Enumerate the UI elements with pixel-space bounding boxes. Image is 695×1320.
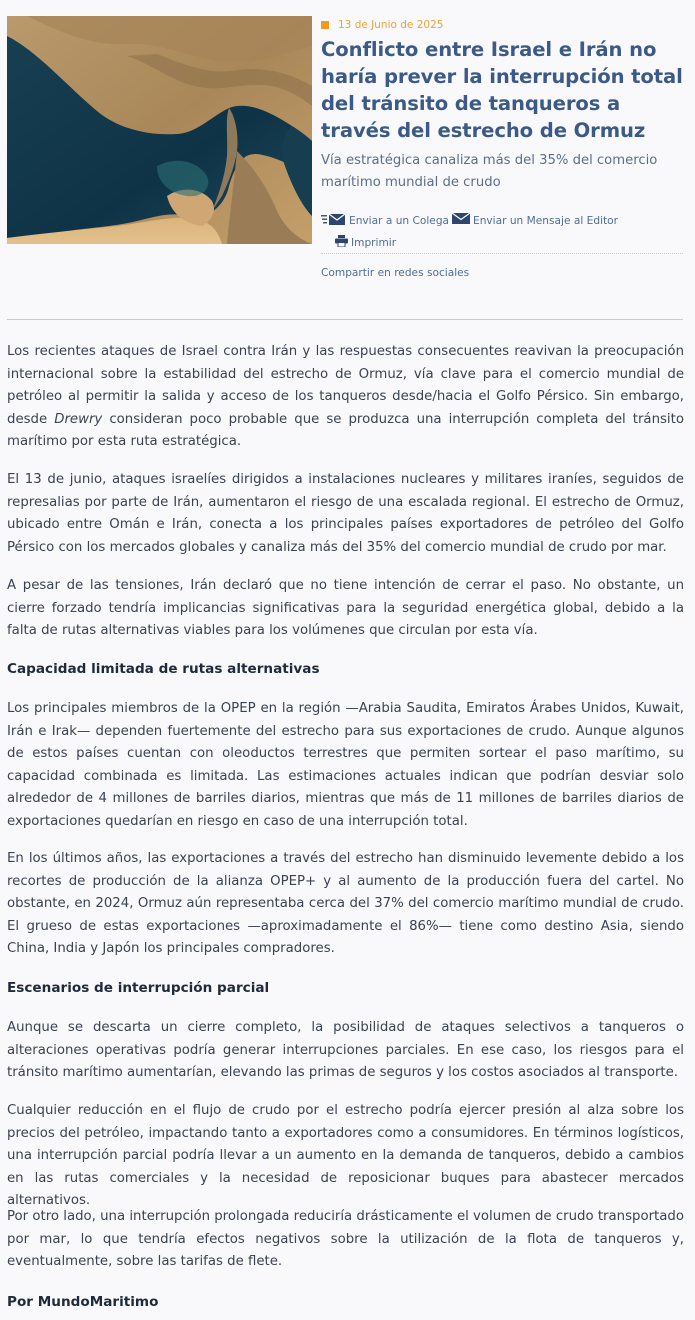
satellite-image-strait-of-hormuz (7, 16, 312, 244)
drewry-emphasis: Drewry (54, 411, 103, 427)
send-to-colleague-link[interactable] (321, 213, 449, 228)
article-title: Conflicto entre Israel e Irán no haría prever la interrupción total del tránsito de tanqueros a través del estrecho de Ormuz (321, 38, 683, 142)
article-date-text: 13 de Junio de 2025 (338, 19, 444, 31)
paragraph-4: Los principales miembros de la OPEP en la región —Arabia Saudita, Emiratos Árabes Unidos, Kuwait, Irán e Irak— dependen fuertemente del estrecho para sus exportaciones de crudo. Aunque algunos de estos países cuentan con oleoductos terrestres que permiten sortear el paso marítimo, su capacidad combinada es limitada. Las estimaciones actuales indican que podrían desviar solo alrededor de 4 millones de barriles diarios, mientras que más de 11 millones de barriles diarios de exportaciones quedarían en riesgo en caso de una interrupción total. (7, 701, 684, 829)
section-heading-partial-interruption: Escenarios de interrupción parcial (7, 980, 270, 996)
printer-icon (335, 235, 348, 250)
send-to-editor-label: Enviar un Mensaje al Editor (473, 214, 618, 227)
article-subtitle: Vía estratégica canaliza más del 35% del comercio marítimo mundial de crudo (321, 153, 658, 190)
paragraph-8: Por otro lado, una interrupción prolongada reduciría drásticamente el volumen de crudo transportado por mar, lo que tendría efectos negativos sobre la utilización de la flota de tanqueros y, eventualmente, sobre las tarifas de flete. (7, 1209, 684, 1270)
print-label: Imprimir (351, 236, 397, 249)
paragraph-1-part-b: consideran poco probable que se produzca una interrupción completa del tránsito marítimo por esta ruta estratégica. (7, 411, 684, 450)
paragraph-3: A pesar de las tensiones, Irán declaró que no tiene intención de cerrar el paso. No obstante, un cierre forzado tendría implicancias significativas para la seguridad energética global, debido a la falta de rutas alternativas viables para los volúmenes que circulan por esta vía. (7, 578, 684, 639)
paragraph-1-part-a: Los recientes ataques de Israel contra Irán y las respuestas consecuentes reavivan la preocupación internacional sobre la estabilidad del estrecho de Ormuz, vía clave para el comercio mundial de petróleo al permitir la salida y acceso de los tanqueros desde/hacia el Golfo Pérsico. Sin embargo, desde (7, 344, 684, 427)
date-bullet-icon (321, 21, 329, 29)
paragraph-7: Cualquier reducción en el flujo de crudo por el estrecho podría ejercer presión al alza sobre los precios del petróleo, impactando tanto a exportadores como a consumidores. En términos logísticos, una interrupción parcial podría llevar a un aumento en la demanda de tanqueros, debido a cambios en las rutas comerciales y la necesidad de reposicionar buques para abastecer mercados alternativos. (7, 1103, 684, 1209)
forward-mail-icon (321, 213, 346, 228)
send-to-editor-link[interactable] (452, 213, 618, 228)
article-date (321, 18, 687, 32)
header-divider (7, 319, 683, 320)
paragraph-2: El 13 de junio, ataques israelíes dirigidos a instalaciones nucleares y militares iraníes, seguidos de represalias por parte de Irán, aumentaron el riesgo de una escalada regional. El estrecho de Ormuz, ubicado entre Omán e Irán, conecta a los principales países exportadores de petróleo del Golfo Pérsico con los mercados globales y canaliza más del 35% del comercio mundial de crudo por mar. (7, 472, 684, 555)
paragraph-5: En los últimos años, las exportaciones a través del estrecho han disminuido levemente debido a los recortes de producción de la alianza OPEP+ y al aumento de la producción fuera del cartel. No obstante, en 2024, Ormuz aún representaba cerca del 37% del comercio marítimo mundial de crudo. El grueso de estas exportaciones —aproximadamente el 86%— tiene como destino Asia, siendo China, India y Japón los principales compradores. (7, 851, 684, 957)
share-divider (321, 253, 683, 254)
share-social-link[interactable]: Compartir en redes sociales (321, 267, 470, 279)
mail-icon (452, 213, 470, 228)
print-link[interactable] (335, 235, 396, 250)
article-byline: Por MundoMaritimo (7, 1294, 159, 1310)
paragraph-1 (7, 341, 684, 454)
section-heading-alternative-routes: Capacidad limitada de rutas alternativas (7, 661, 320, 677)
paragraph-6: Aunque se descarta un cierre completo, la posibilidad de ataques selectivos a tanqueros o alteraciones operativas podría generar interrupciones parciales. En ese caso, los riesgos para el tránsito marítimo aumentarían, elevando las primas de seguros y los costos asociados al transporte. (7, 1020, 684, 1081)
article-header (321, 18, 687, 194)
send-to-colleague-label: Enviar a un Colega (349, 214, 450, 227)
